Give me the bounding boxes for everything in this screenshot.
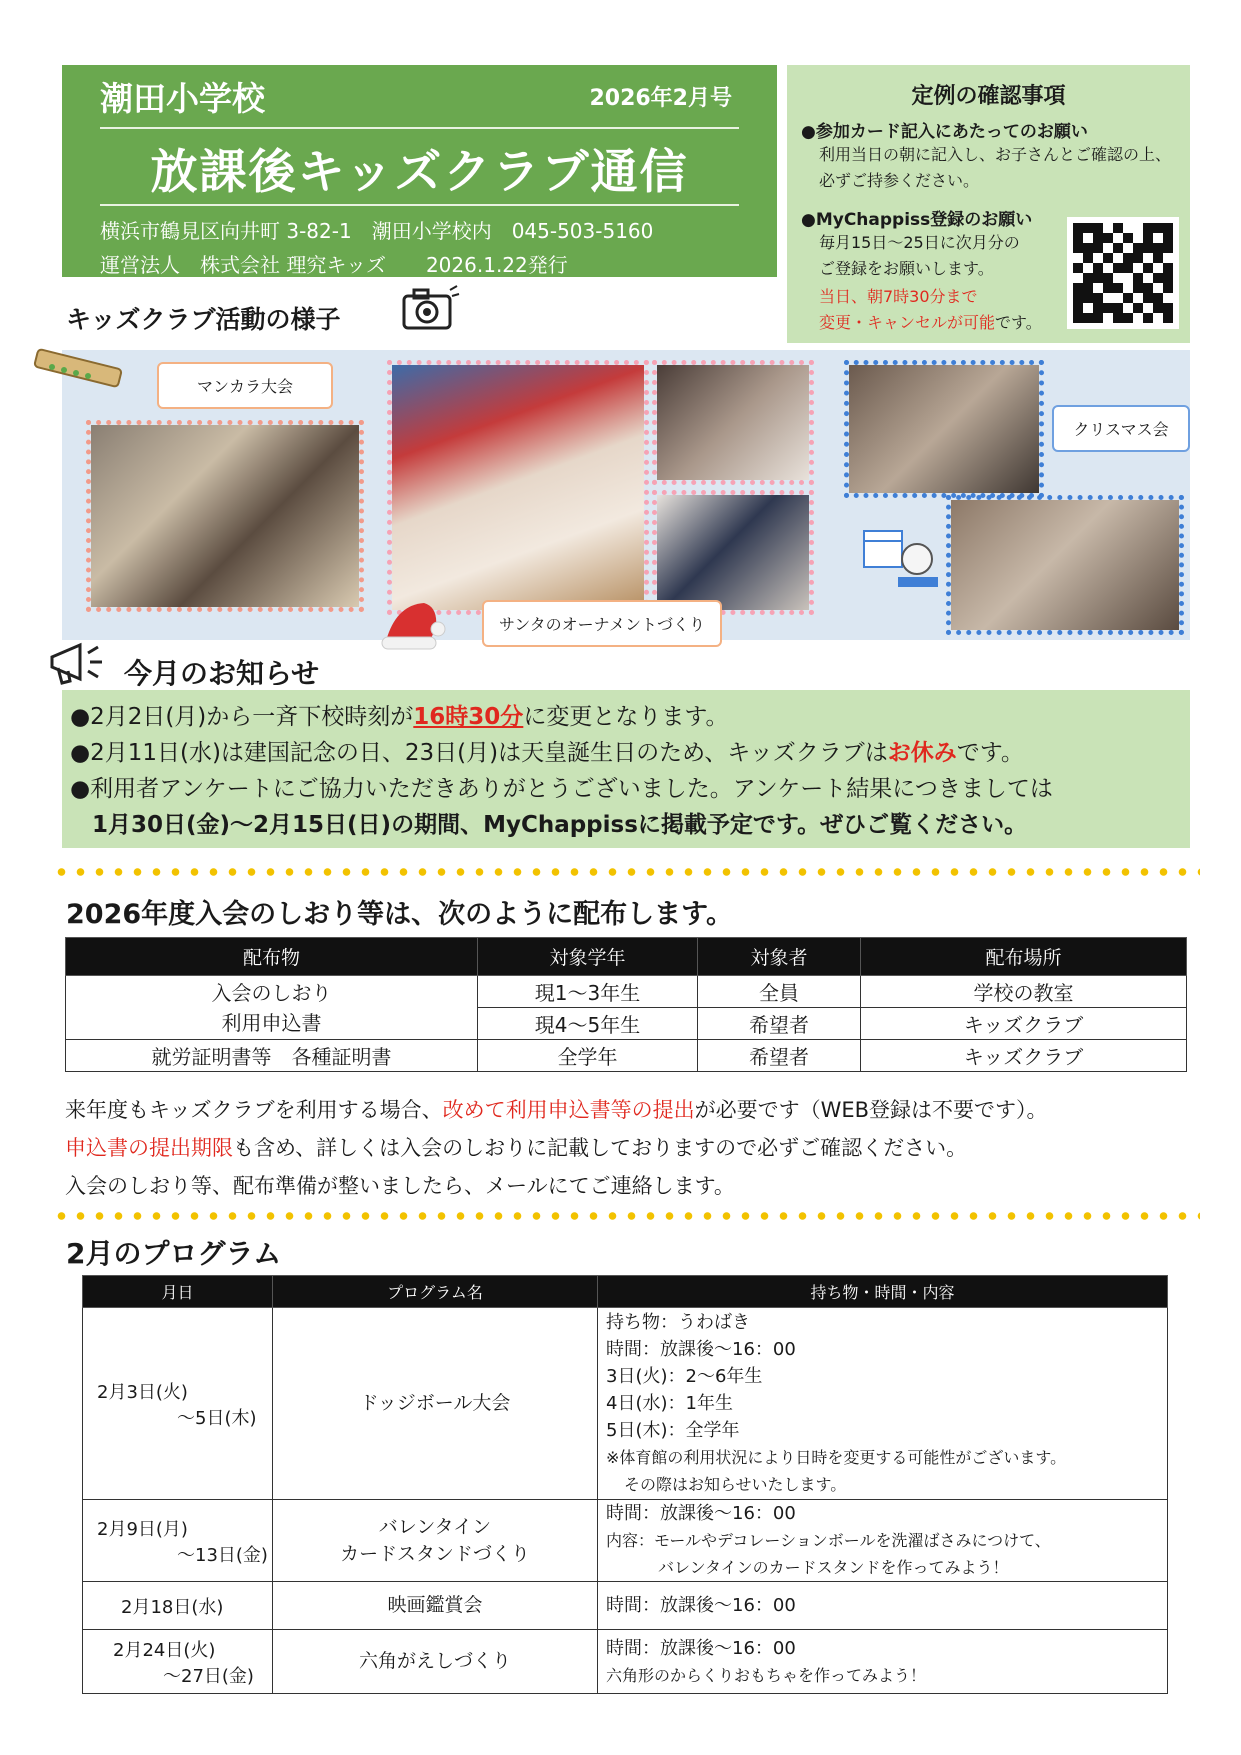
photo-kids-1 [652, 360, 814, 485]
issue-date: 2026年2月号 [589, 86, 732, 111]
th-place: 配布場所 [861, 938, 1187, 976]
rules-box [787, 65, 1190, 343]
cell-place: キッズクラブ [861, 1008, 1187, 1040]
photo-santa [387, 360, 649, 615]
cell-date: 2月24日(火) ～27日(金) [83, 1630, 273, 1694]
cell-date: 2月18日(水) [83, 1582, 273, 1630]
th-date: 月日 [83, 1276, 273, 1308]
santa-hat-icon [378, 595, 448, 655]
qr-code-icon[interactable] [1067, 217, 1179, 329]
th-grade: 対象学年 [478, 938, 698, 976]
enroll-paragraph-3: 入会のしおり等、配布準備が整いましたら、メールにてご連絡します。 [65, 1174, 735, 1198]
cell-program: 映画鑑賞会 [273, 1582, 598, 1630]
divider [100, 127, 739, 129]
notice-box [62, 690, 1190, 848]
dotted-divider [52, 867, 1200, 877]
cell-details: 時間：放課後～16：00 六角形のからくりおもちゃを作ってみよう！ [598, 1630, 1168, 1694]
highlight-time: 16時30分 [413, 704, 524, 730]
rules-text: 毎月15日～25日に次月分の [819, 233, 1020, 252]
cell-details: 持ち物：うわばき 時間：放課後～16：00 3日(火)：2～6年生 4日(水)：1年生 5日(木)：全学年 ※体育館の利用状況により日時を変更する可能性がございます。 その際はお知らせいたします。 [598, 1308, 1168, 1500]
enroll-paragraph-1: 来年度もキッズクラブを利用する場合、改めて利用申込書等の提出が必要です（WEB登録は不要です）。 [65, 1098, 1048, 1122]
program-table [82, 1275, 1168, 1694]
cell-details: 時間：放課後～16：00 内容：モールやデコレーションボールを洗濯ばさみにつけて、 バレンタインのカードスタンドを作ってみよう！ [598, 1500, 1168, 1582]
newsletter-title: 放課後キッズクラブ通信 [150, 145, 689, 200]
cell-grade: 現4～5年生 [478, 1008, 698, 1040]
table-row [83, 1630, 1168, 1694]
cell-program: 六角がえしづくり [273, 1630, 598, 1694]
school-name: 潮田小学校 [100, 79, 265, 118]
newsletter-header [62, 65, 777, 277]
address: 横浜市鶴見区向井町 3-82-1 潮田小学校内 045-503-5160 [100, 219, 654, 243]
mancala-board-icon [30, 345, 125, 395]
program-heading: 2月のプログラム [66, 1237, 282, 1270]
rules-text: 必ずご持参ください。 [819, 171, 980, 190]
notice-line-1: ●2月2日(月)から一斉下校時刻が16時30分に変更となります。 [70, 704, 729, 730]
photo-christmas-2 [946, 495, 1184, 635]
camera-icon [400, 284, 460, 334]
divider [100, 204, 739, 206]
cell-item: 入会のしおり 利用申込書 [66, 976, 478, 1040]
rules-text: ご登録をお願いします。 [819, 259, 994, 278]
th-target: 対象者 [698, 938, 861, 976]
caption-mancala: マンカラ大会 [157, 362, 333, 409]
rules-text: です。 [995, 313, 1042, 332]
enroll-table [65, 937, 1187, 1072]
cell-program: バレンタイン カードスタンドづくり [273, 1500, 598, 1582]
table-row [83, 1308, 1168, 1500]
bingo-icon [862, 525, 942, 595]
cell-details: 時間：放課後～16：00 [598, 1582, 1168, 1630]
caption-christmas: クリスマス会 [1052, 405, 1190, 452]
cell-target: 全員 [698, 976, 861, 1008]
caption-santa: サンタのオーナメントづくり [482, 600, 722, 647]
publisher: 運営法人 株式会社 理究キッズ 2026.1.22発行 [100, 253, 568, 277]
table-row [83, 1500, 1168, 1582]
enroll-paragraph-2: 申込書の提出期限も含め、詳しくは入会のしおりに記載しておりますので必ずご確認ください。 [65, 1136, 968, 1160]
rules-item2-heading: ●MyChappiss登録のお願い [801, 210, 1033, 230]
notice-line-2: ●2月11日(水)は建国記念の日、23日(月)は天皇誕生日のため、キッズクラブはお休みです。 [70, 740, 1024, 766]
cell-grade: 現1～3年生 [478, 976, 698, 1008]
enroll-heading: 2026年度入会のしおり等は、次のように配布します。 [66, 899, 733, 930]
rules-text-red: 当日、朝7時30分まで [819, 287, 978, 306]
notice-line-4: 1月30日(金)～2月15日(日)の期間、MyChappissに掲載予定です。ぜひご覧ください。 [92, 812, 1028, 838]
cell-place: 学校の教室 [861, 976, 1187, 1008]
rules-item1-heading: ●参加カード記入にあたってのお願い [801, 122, 1088, 142]
cell-item: 就労証明書等 各種証明書 [66, 1040, 478, 1072]
cell-date: 2月3日(火) ～5日(木) [83, 1308, 273, 1500]
photo-collage [62, 350, 1190, 640]
cell-program: ドッジボール大会 [273, 1308, 598, 1500]
cell-date: 2月9日(月) ～13日(金) [83, 1500, 273, 1582]
megaphone-icon [46, 635, 116, 690]
photo-mancala [86, 420, 364, 612]
th-details: 持ち物・時間・内容 [598, 1276, 1168, 1308]
rules-text: 利用当日の朝に記入し、お子さんとご確認の上、 [819, 145, 1172, 164]
notice-line-3: ●利用者アンケートにご協力いただきありがとうございました。アンケート結果につきましては [70, 776, 1053, 802]
highlight-holiday: お休み [887, 740, 957, 766]
cell-target: 希望者 [698, 1040, 861, 1072]
rules-text-red: 変更・キャンセルが可能 [819, 313, 996, 332]
table-row [83, 1582, 1168, 1630]
rules-title: 定例の確認事項 [911, 84, 1066, 109]
cell-target: 希望者 [698, 1008, 861, 1040]
th-program: プログラム名 [273, 1276, 598, 1308]
notice-heading: 今月のお知らせ [124, 657, 320, 690]
cell-grade: 全学年 [478, 1040, 698, 1072]
th-item: 配布物 [66, 938, 478, 976]
activities-heading: キッズクラブ活動の様子 [66, 305, 341, 334]
photo-christmas-1 [844, 360, 1044, 498]
dotted-divider [52, 1211, 1200, 1221]
photo-kids-2 [652, 490, 814, 615]
cell-place: キッズクラブ [861, 1040, 1187, 1072]
